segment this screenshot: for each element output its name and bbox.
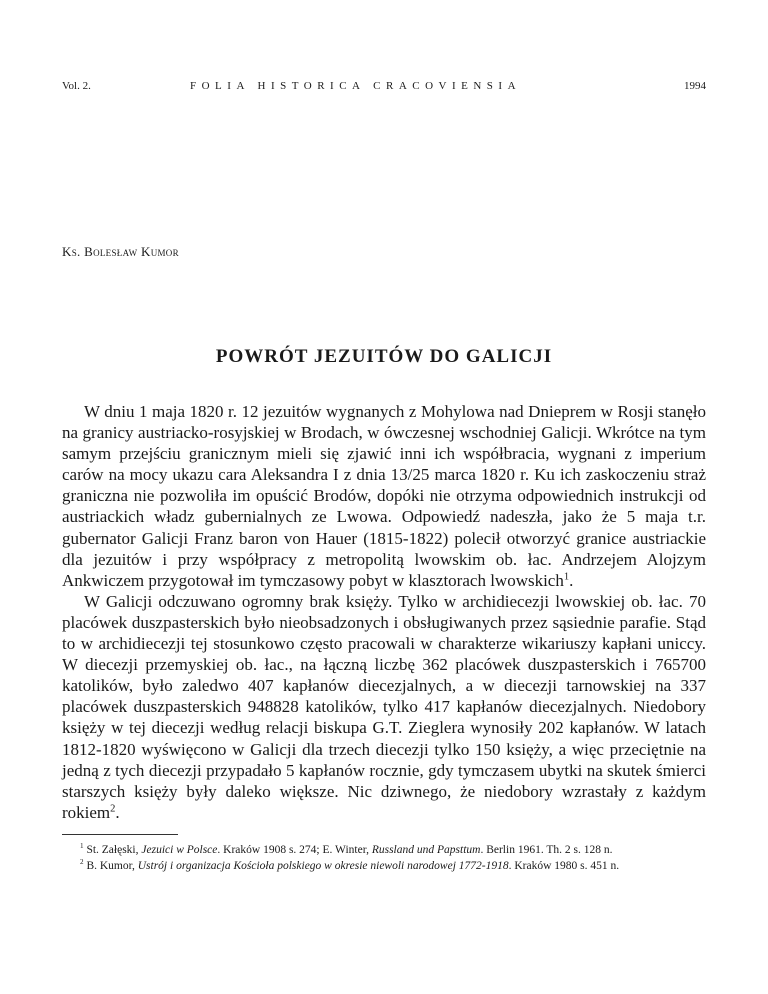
footnote bbox=[62, 858, 706, 874]
paragraph-end: . bbox=[115, 802, 120, 822]
footnote-work-title: Russland und Papsttum bbox=[371, 844, 481, 856]
footnote-text: St. Załęski, bbox=[86, 844, 142, 856]
running-header bbox=[62, 80, 706, 96]
footnote-number: 1 bbox=[80, 842, 84, 851]
year-label: 1994 bbox=[684, 80, 706, 92]
journal-title: FOLIA HISTORICA CRACOVIENSIA bbox=[190, 80, 522, 92]
footnote-work-title: Ustrój i organizacja Kościoła polskiego w okresie niewoli narodowej 1772-1918 bbox=[137, 860, 509, 872]
author-prefix: Ks. bbox=[62, 244, 81, 259]
footnote-text: . Kraków 1980 s. 451 n. bbox=[508, 860, 620, 872]
paragraph-text: W dniu 1 maja 1820 r. 12 jezuitów wygnanych z Mohylowa nad Dnieprem w Rosji stanęło na granicy austriacko-rosyjskiej w Brodach, w ówczesnej wschodniej Galicji. Wkrótce na tym samym przejściu granicznym mieli się zjawić inni ich współbracia, wygnani z imperium carów na mocy ukazu cara Aleksandra I z dnia 13/25 marca 1820 r. Ku ich zaskoczeniu straż graniczna nie pozwoliła im opuścić Brodów, dopóki nie otrzyma odpowiednich instrukcji od austriackich władz gubernialnych ze Lwowa. Odpowiedź nadeszła, jako że 5 maja t.r. gubernator Galicji Franz baron von Hauer (1815-1822) polecił otworzyć granice austriackie dla jezuitów i przy współpracy z metropolitą lwowskim ob. łac. Andrzejem Alojzym Ankwiczem przygotował im tymczasowy pobyt w klasztorach lwowskich bbox=[62, 402, 706, 590]
footnote-number: 2 bbox=[80, 858, 84, 867]
article-body bbox=[62, 401, 706, 823]
author-byline bbox=[62, 244, 179, 260]
footnote-text: B. Kumor, bbox=[86, 860, 138, 872]
footnote-ref: 2 bbox=[110, 803, 116, 815]
paragraph bbox=[62, 591, 706, 823]
footnote-text: . Berlin 1961. Th. 2 s. 128 n. bbox=[480, 844, 613, 856]
footnote-work-title: Jezuici w Polsce bbox=[141, 844, 218, 856]
paragraph bbox=[62, 401, 706, 591]
volume-label: Vol. 2. bbox=[62, 80, 91, 92]
footnote-text: . Kraków 1908 s. 274; E. Winter, bbox=[217, 844, 372, 856]
footnotes bbox=[62, 842, 706, 874]
author-name: Bolesław Kumor bbox=[84, 244, 179, 259]
footnote-ref: 1 bbox=[563, 571, 570, 583]
paragraph-end: . bbox=[569, 570, 574, 590]
paragraph-text: W Galicji odczuwano ogromny brak księży. Tylko w archidiecezji lwowskiej ob. łac. 70 placówek duszpasterskich było nieobsadzonych i obsługiwanych przez sąsiednie parafie. Stąd to w archidiecezji tej stosunkowo często pracowali w charakterze wikariuszy kapłani uniccy. W diecezji przemyskiej ob. łac., na łączną liczbę 362 placówek duszpasterskich i 765700 katolików, było zaledwo 407 kapłanów diecezjalnych, a w diecezji tarnowskiej na 337 placówek duszpasterskich 948828 katolików, tylko 417 kapłanów diecezjalnych. Niedobory księży w tej diecezji według relacji biskupa G.T. Zieglera wynosiły 202 kapłanów. W latach 1812-1820 wyświęcono w Galicji dla trzech diecezji tylko 150 księży, a więc przeciętnie na jedną z tych diecezji przypadało 5 kapłanów rocznie, gdy tymczasem ubytki na skutek śmierci starszych księży były daleko większe. Nic dziwnego, że niedobory wzrastały z każdym rokiem bbox=[62, 591, 706, 822]
footnote-divider bbox=[62, 834, 178, 835]
article-title: POWRÓT JEZUITÓW DO GALICJI bbox=[215, 346, 553, 367]
footnote bbox=[62, 842, 706, 858]
